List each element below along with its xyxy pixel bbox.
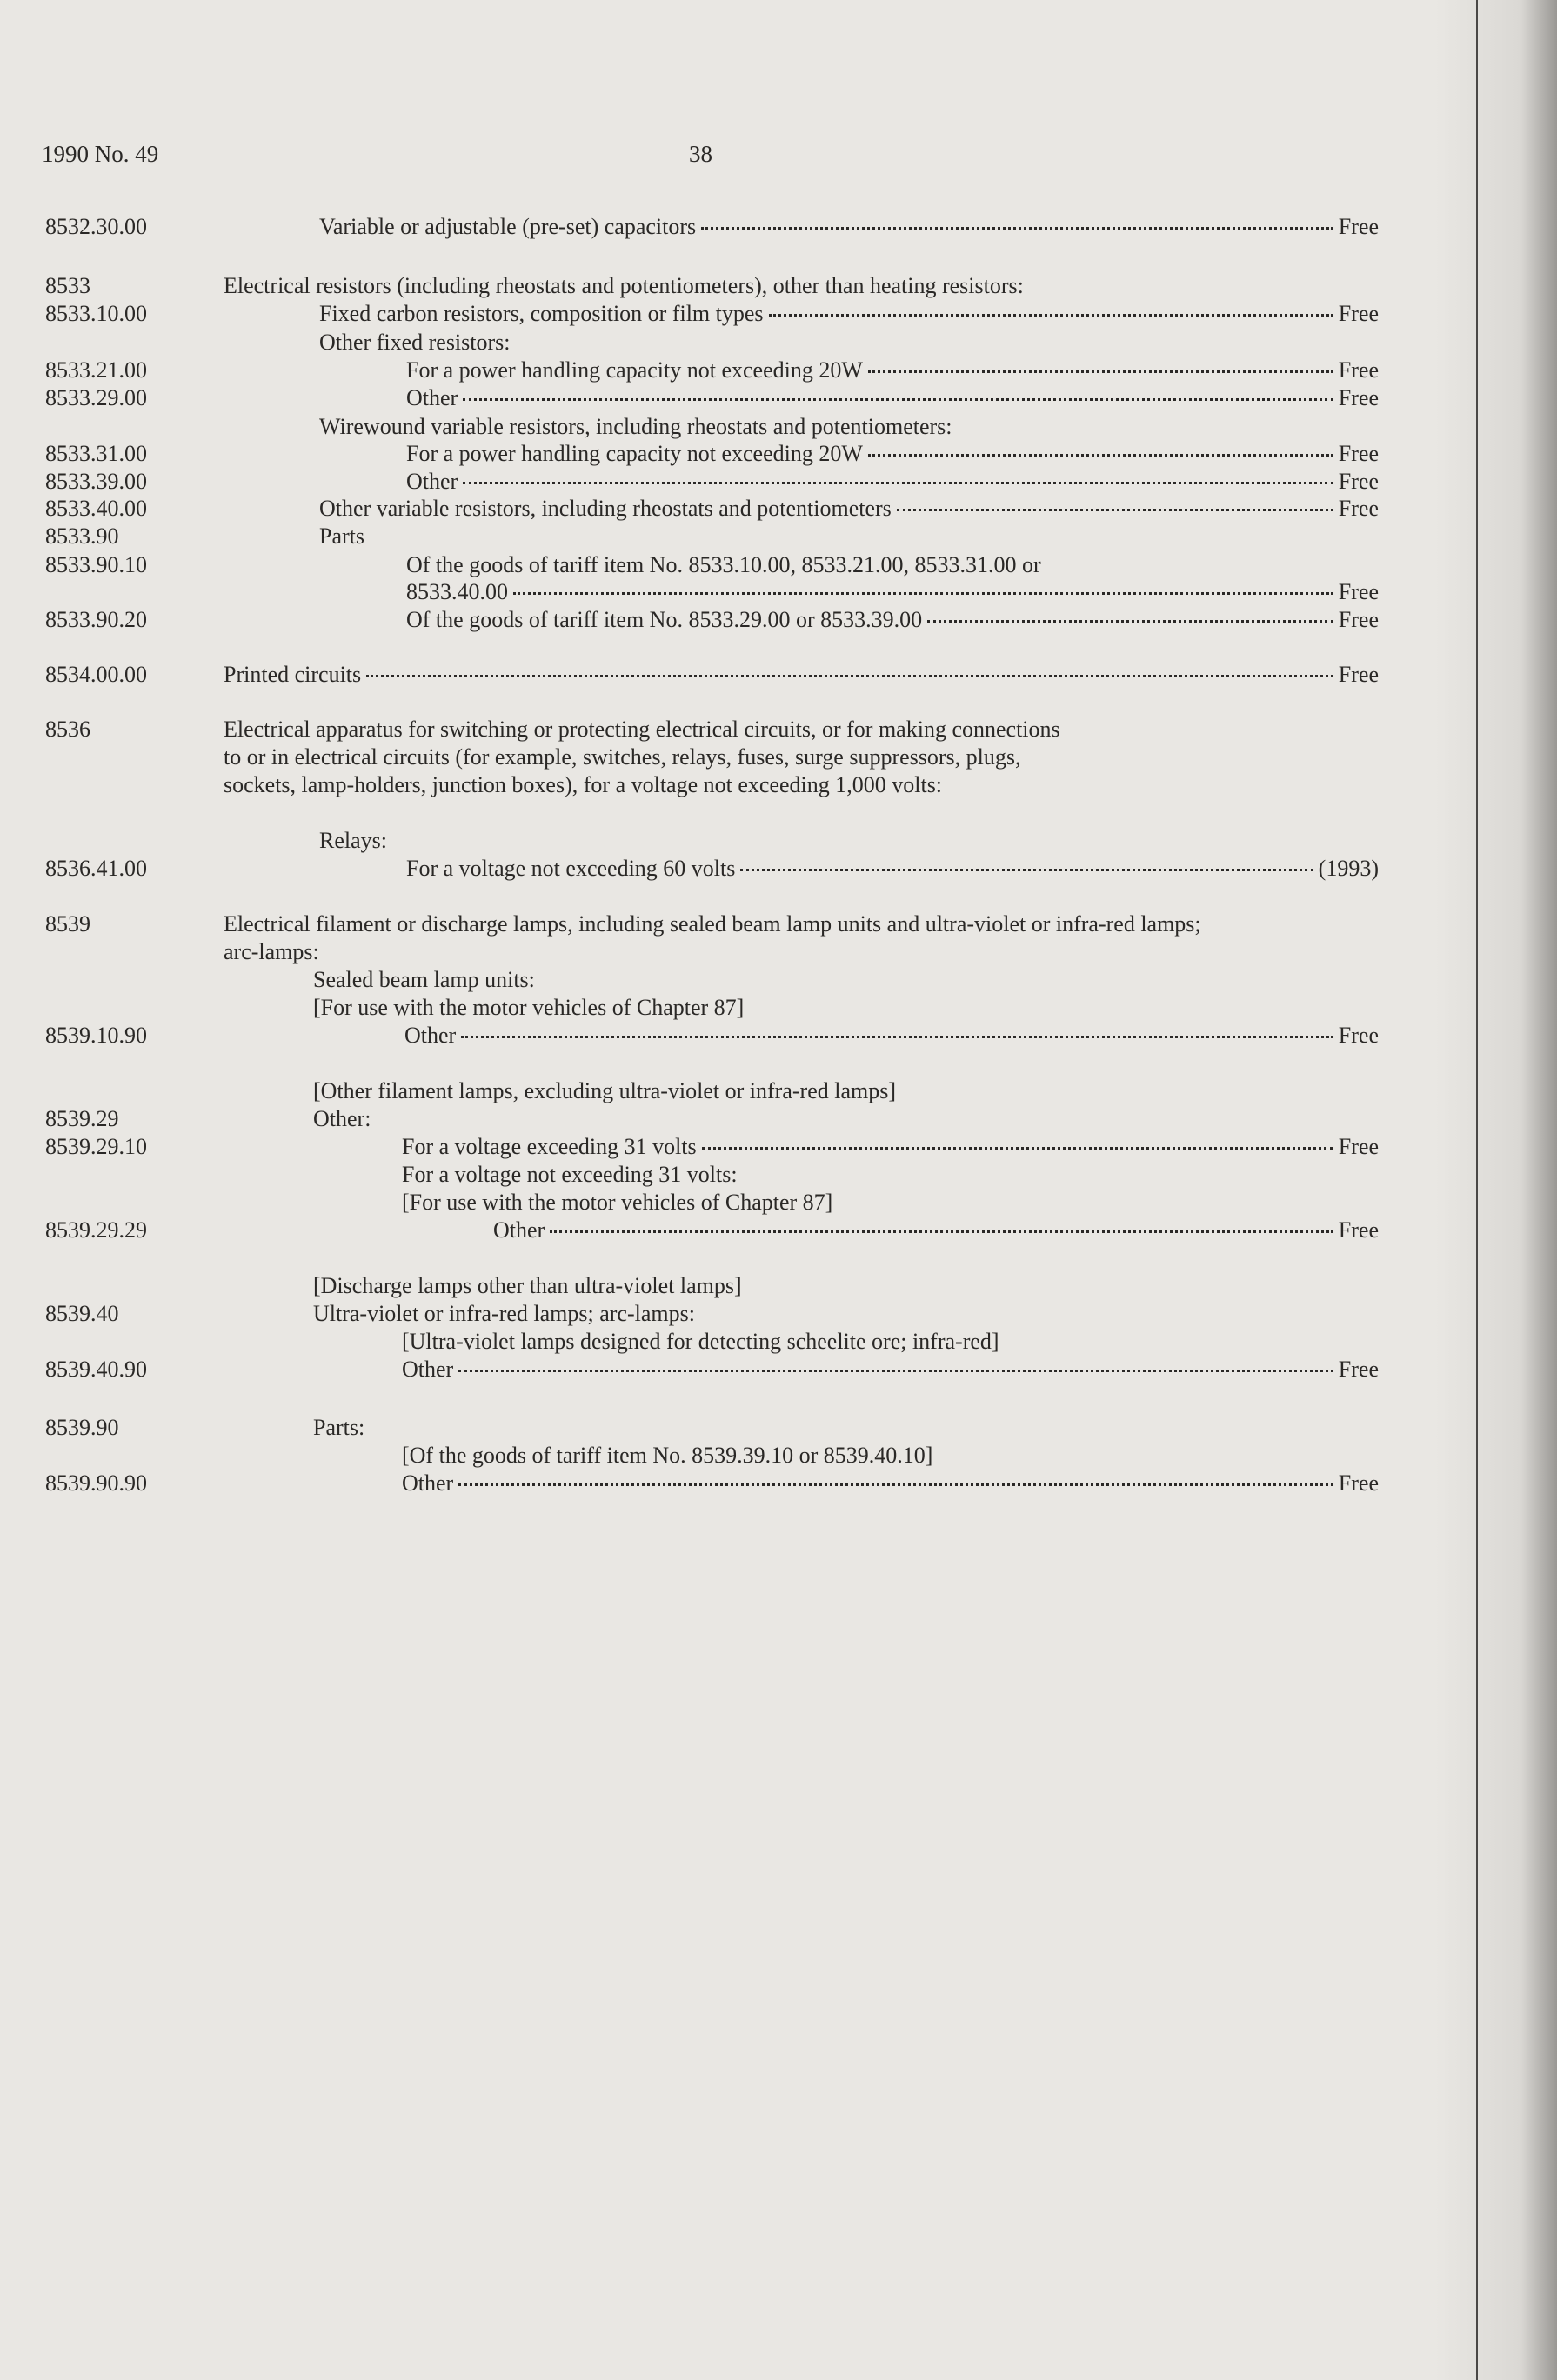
tariff-description xyxy=(493,1217,1379,1244)
tariff-code: 8539.29 xyxy=(45,1106,119,1131)
duty-rate: Free xyxy=(1338,496,1379,521)
document-header: 1990 No. 49 xyxy=(42,141,159,167)
dot-leader xyxy=(927,620,1333,623)
tariff-description xyxy=(404,1022,1379,1050)
description-text: sockets, lamp-holders, junction boxes), for a voltage not exceeding 1,000 volts: xyxy=(224,772,943,797)
description-text: Wirewound variable resistors, including rheostats and potentiometers: xyxy=(319,414,952,439)
description-text: arc-lamps: xyxy=(224,939,319,964)
tariff-code: 8533.31.00 xyxy=(45,441,147,466)
duty-rate: Free xyxy=(1338,662,1379,687)
tariff-description xyxy=(406,384,1379,412)
dot-leader xyxy=(868,370,1333,373)
tariff-code: 8539.29.29 xyxy=(45,1217,147,1243)
tariff-code: 8536.41.00 xyxy=(45,856,147,881)
duty-rate: (1993) xyxy=(1318,856,1379,881)
dot-leader xyxy=(740,869,1313,871)
description-text: Parts xyxy=(319,523,364,549)
duty-rate: Free xyxy=(1338,1134,1379,1159)
description-text: [For use with the motor vehicles of Chapter 87] xyxy=(313,995,745,1020)
description-text: Ultra-violet or infra-red lamps; arc-lamps: xyxy=(313,1301,695,1326)
description-text: [Other filament lamps, excluding ultra-violet or infra-red lamps] xyxy=(313,1078,896,1103)
duty-rate: Free xyxy=(1338,579,1379,604)
tariff-description xyxy=(402,1470,1379,1497)
tariff-code: 8539.90.90 xyxy=(45,1470,147,1496)
tariff-code: 8533.29.00 xyxy=(45,385,147,410)
tariff-description xyxy=(224,661,1379,689)
description-text: Printed circuits xyxy=(224,662,362,687)
tariff-code: 8536 xyxy=(45,717,90,742)
duty-rate: Free xyxy=(1338,1357,1379,1382)
tariff-description xyxy=(319,300,1379,328)
description-text: For a power handling capacity not exceeding 20W xyxy=(406,357,863,383)
duty-rate: Free xyxy=(1338,385,1379,410)
description-text: Other xyxy=(402,1357,454,1382)
tariff-description xyxy=(319,213,1379,241)
description-text: Electrical filament or discharge lamps, including sealed beam lamp units and ultra-violet or infra-red lamps; xyxy=(224,911,1201,937)
page-number: 38 xyxy=(689,141,712,167)
tariff-code: 8533.39.00 xyxy=(45,469,147,494)
description-text: Other xyxy=(404,1023,457,1048)
tariff-code: 8533.90.10 xyxy=(45,552,147,577)
tariff-code: 8534.00.00 xyxy=(45,662,147,687)
description-text: Other variable resistors, including rheostats and potentiometers xyxy=(319,496,892,521)
tariff-description xyxy=(406,855,1379,883)
tariff-code: 8533.40.00 xyxy=(45,496,147,521)
tariff-code: 8539.29.10 xyxy=(45,1134,147,1159)
tariff-code: 8539.10.90 xyxy=(45,1023,147,1048)
tariff-description xyxy=(406,468,1379,496)
duty-rate: Free xyxy=(1338,441,1379,466)
tariff-code: 8533.10.00 xyxy=(45,301,147,326)
description-text: [Ultra-violet lamps designed for detecting scheelite ore; infra-red] xyxy=(402,1329,999,1354)
tariff-code: 8533.90.20 xyxy=(45,607,147,632)
tariff-description xyxy=(402,1356,1379,1383)
duty-rate: Free xyxy=(1338,214,1379,239)
description-text: Fixed carbon resistors, composition or film types xyxy=(319,301,764,326)
dot-leader xyxy=(463,482,1333,484)
description-text: Other xyxy=(406,469,458,494)
description-text: 8533.40.00 xyxy=(406,579,508,604)
tariff-code: 8539.40 xyxy=(45,1301,119,1326)
dot-leader xyxy=(769,314,1333,317)
description-text: Other: xyxy=(313,1106,371,1131)
description-text: Variable or adjustable (pre-set) capacitors xyxy=(319,214,697,239)
tariff-description xyxy=(406,578,1379,606)
dot-leader xyxy=(897,509,1333,511)
dot-leader xyxy=(366,675,1333,677)
description-text: Electrical resistors (including rheostats and potentiometers), other than heating resistors: xyxy=(224,273,1024,298)
tariff-code: 8532.30.00 xyxy=(45,214,147,239)
duty-rate: Free xyxy=(1338,469,1379,494)
description-text: [Discharge lamps other than ultra-violet lamps] xyxy=(313,1273,742,1298)
description-text: For a voltage exceeding 31 volts xyxy=(402,1134,697,1159)
description-text: to or in electrical circuits (for example, switches, relays, fuses, surge suppressors, plugs, xyxy=(224,744,1021,770)
tariff-code: 8539.40.90 xyxy=(45,1357,147,1382)
description-text: For a power handling capacity not exceeding 20W xyxy=(406,441,863,466)
dot-leader xyxy=(702,1147,1333,1150)
description-text: Electrical apparatus for switching or protecting electrical circuits, or for making connections xyxy=(224,717,1060,742)
tariff-description xyxy=(406,606,1379,634)
description-text: Relays: xyxy=(319,828,387,853)
tariff-code: 8533 xyxy=(45,273,90,298)
tariff-description xyxy=(406,440,1379,468)
description-text: Other fixed resistors: xyxy=(319,330,511,355)
duty-rate: Free xyxy=(1338,1023,1379,1048)
dot-leader xyxy=(463,398,1333,401)
duty-rate: Free xyxy=(1338,607,1379,632)
page-edge-shadow xyxy=(1435,0,1557,2380)
duty-rate: Free xyxy=(1338,357,1379,383)
dot-leader xyxy=(550,1230,1333,1233)
description-text: Of the goods of tariff item No. 8533.10.00, 8533.21.00, 8533.31.00 or xyxy=(406,552,1041,577)
page-binding-rule xyxy=(1476,0,1478,2380)
tariff-code: 8539.90 xyxy=(45,1415,119,1440)
tariff-description xyxy=(402,1133,1379,1161)
description-text: [Of the goods of tariff item No. 8539.39.10 or 8539.40.10] xyxy=(402,1443,933,1468)
tariff-description xyxy=(406,357,1379,384)
duty-rate: Free xyxy=(1338,1217,1379,1243)
tariff-description xyxy=(319,495,1379,523)
description-text: Other xyxy=(493,1217,545,1243)
dot-leader xyxy=(513,592,1333,595)
description-text: [For use with the motor vehicles of Chapter 87] xyxy=(402,1190,833,1215)
tariff-code: 8533.21.00 xyxy=(45,357,147,383)
description-text: Other xyxy=(402,1470,454,1496)
dot-leader xyxy=(701,227,1333,230)
dot-leader xyxy=(458,1483,1333,1486)
dot-leader xyxy=(458,1370,1333,1372)
tariff-code: 8539 xyxy=(45,911,90,937)
dot-leader xyxy=(461,1036,1333,1038)
description-text: Parts: xyxy=(313,1415,365,1440)
description-text: For a voltage not exceeding 60 volts xyxy=(406,856,736,881)
description-text: For a voltage not exceeding 31 volts: xyxy=(402,1162,738,1187)
description-text: Sealed beam lamp units: xyxy=(313,967,535,992)
tariff-code: 8533.90 xyxy=(45,523,119,549)
duty-rate: Free xyxy=(1338,1470,1379,1496)
duty-rate: Free xyxy=(1338,301,1379,326)
dot-leader xyxy=(868,454,1333,457)
description-text: Other xyxy=(406,385,458,410)
description-text: Of the goods of tariff item No. 8533.29.00 or 8533.39.00 xyxy=(406,607,923,632)
